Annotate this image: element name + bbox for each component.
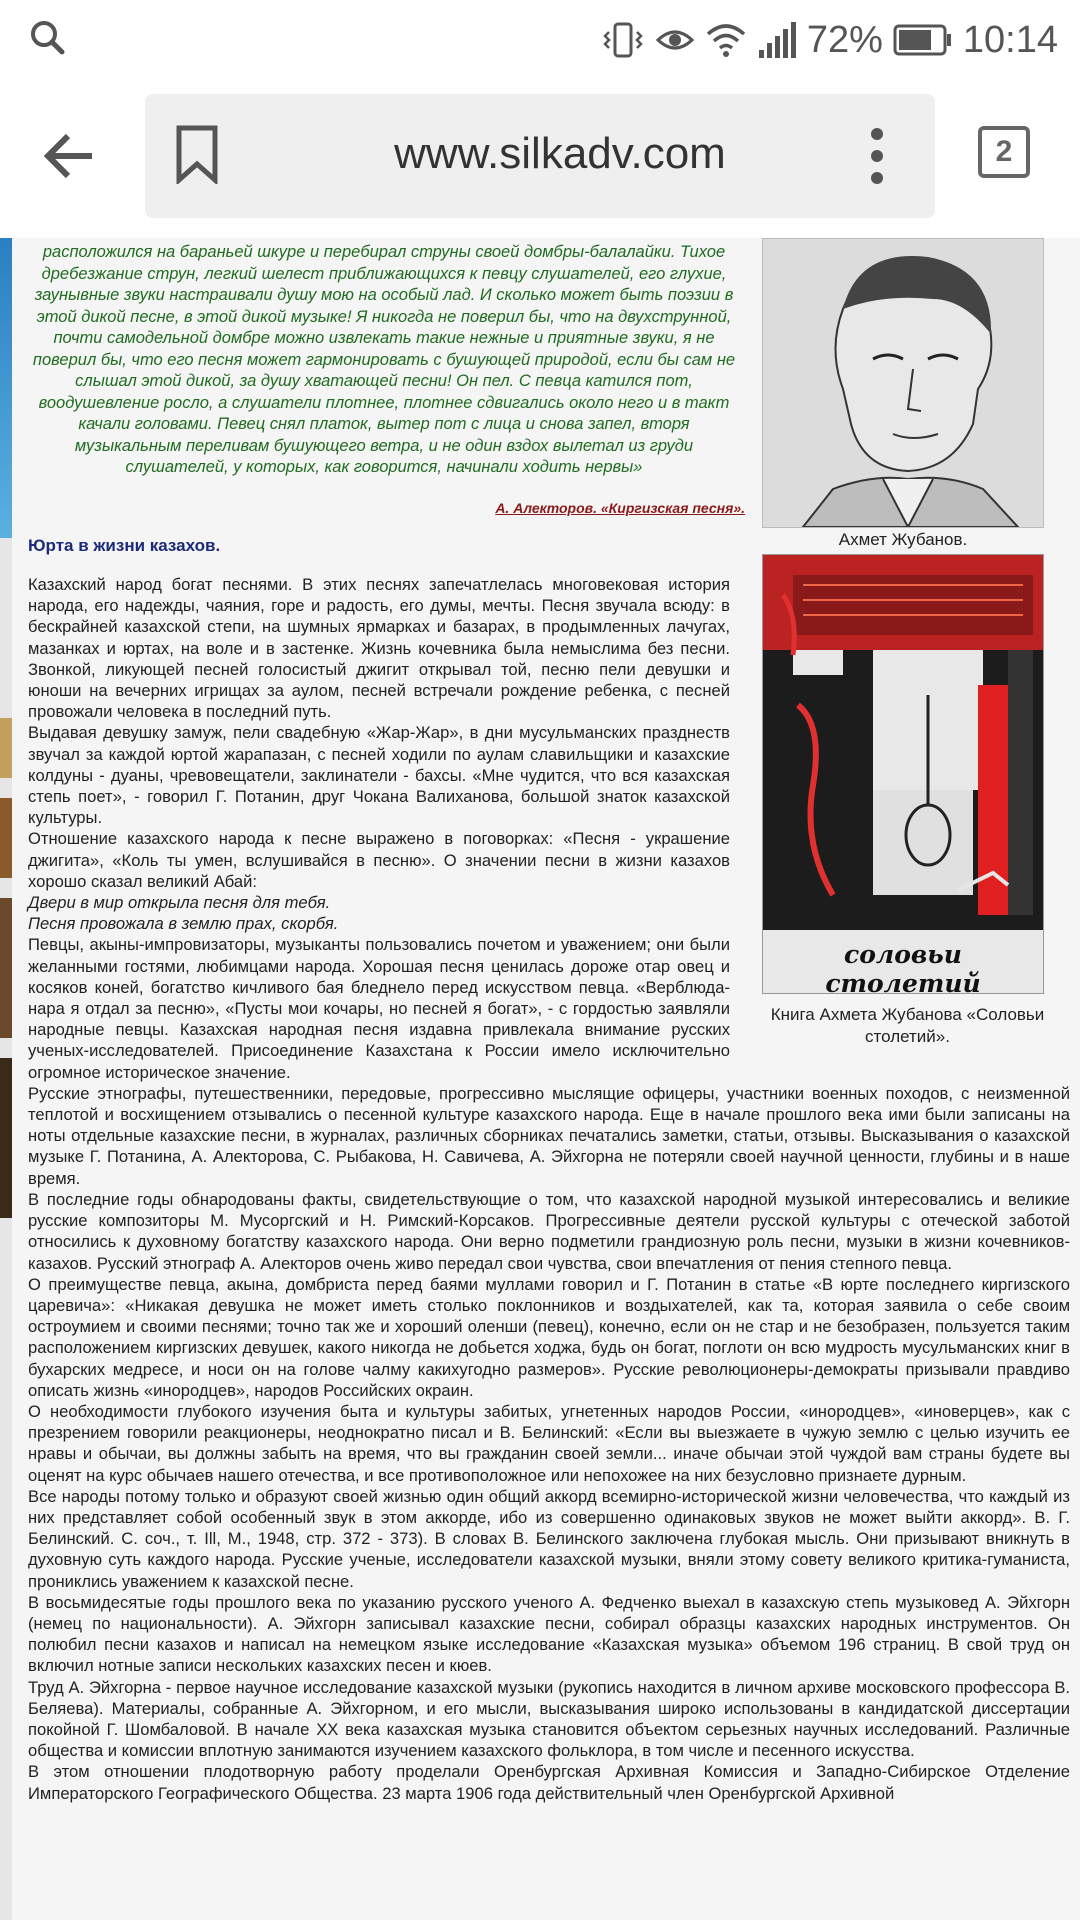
vibrate-icon xyxy=(601,20,645,60)
more-menu-icon[interactable] xyxy=(867,124,887,188)
paragraph: В этом отношении плодотворную работу проделали Оренбургская Архивная Комиссия и Западно-Сибирское Отделение Императорского Географического Общества. 23 марта 1906 года действительный член Оренбургской Архивной xyxy=(28,1762,1070,1803)
paragraph: В последние годы обнародованы факты, свидетельствующие о том, что казахской народной музыкой интересовались и великие русские композиторы М. Мусоргский и Н. Римский-Корсаков. Прогрессивные деятели русской культуры с отеческой заботой относились к духовному богатству казахского народа. Они верно подметили грандиозную роль песни, музыки в жизни кочевников-казахов. Русский этнограф А. Алекторов очень живо передал свои чувства, свои впечатления от пения степного певца. xyxy=(28,1189,1070,1273)
poem-line: Двери в мир открыла песня для тебя. xyxy=(28,893,331,913)
paragraph: Труд А. Эйхгорна - первое научное исследование казахской музыки (рукопись находится в личном архиве московского профессора В. Беляева). Материалы, собранные А. Эйхгорном, и его мысли, высказывания широко использованы в кандидатской диссертации покойной Г. Шомбаловой. В начале XX века казахская музыка становится объектом серьезных научных исследований. Различные общества и комиссии вплотную занимаются изучением казахского фольклора, в том числе и песенного искусства. xyxy=(28,1677,1070,1761)
section-title: Юрта в жизни казахов. xyxy=(28,536,221,555)
paragraph: О преимуществе певца, акына, домбриста перед баями муллами говорил и Г. Потанин в статье «В юрте последнего киргизского царевича»: «Никакая девушка не может иметь столько поклонников и воздыхателей, как та, которая заявила о себе своим остроумием и своими песнями; точно так же и хороший оленши (певец), конечно, если он не стар и не безобразен, пользуется таким расположением киргизских девушек, какого никогда не добьется ходжа, будь он богат, поглоти он всю мудрость мусульманских книг в бухарских медресе, и носи он на голове чалму какихугодно размеров». Русские революционеры-демократы призывали правдиво описать жизнь «инородцев», народов Российских окраин. xyxy=(28,1274,1070,1400)
status-bar xyxy=(0,0,1080,80)
address-bar[interactable] xyxy=(145,94,935,218)
paragraph: Казахский народ богат песнями. В этих песнях запечатлелась многовековая история народа, его надежды, чаяния, горе и радость, его думы, мечты. Песня звучала всюду: в бескрайней казахской степи, на шумных ярмарках и базарах, в продымленных лачугах, мазанках и юртах, на воле и в застенке. Жизнь кочевника была немыслима без песни. Звонкой, ликующей песней голосистый джигит открывал той, песню пели девушки и юноши на вечерних игрищах за аулом, песней встречали рождение ребенка, с песней провожали человека в последний путь. xyxy=(28,575,730,722)
battery-icon xyxy=(893,23,953,57)
paragraph: О необходимости глубокого изучения быта и культуры забитых, угнетенных народов России, «инородцев», «иноверцев», как с презрением говорили реакционеры, неоднократно писал и В. Белинский: «Если вы выезжаете в чужую землю с целью изучить ее нравы и обычаи, вы должны забыть на время, что вы гражданин своей земли... иначе обычаи этой чуждой вам страны будете вы оценят на курс обычаев нашего отечества, и все противоположное или непохожее на них безусловно признаете дурным. xyxy=(28,1401,1070,1485)
clock: 10:14 xyxy=(962,18,1058,61)
paragraph: Выдавая девушку замуж, пели свадебную «Жар-Жар», в дни мусульманских празднеств звучал за каждой юртой жарапазан, с песней ходили по аулам славильщики и казахские колдуны - дуаны, чревовещатели, заклинатели - бахсы. «Мне чудится, что вся казахская степь поет», - говорил Г. Потанин, друг Чокана Валиханова, большой знаток казахской культуры. xyxy=(28,723,730,828)
paragraph: Все народы потому только и образуют своей жизнью один общий аккорд всемирно-исторической жизни человечества, что каждый из них представляет собой особенный звук в этом аккорде, ибо из совершенно одинаковых звуков не может выйти аккорд». В. Г. Белинский. С. соч., т. Ill, М., 1948, стр. 372 - 373). В словах В. Белинского заключена глубокая мысль. Они призывают вникнуть в духовную суть каждого народа. Русские ученые, исследователи казахской музыки, вняли этому совету великого критика-гуманиста, прониклись уважением к казахской песне. xyxy=(28,1486,1070,1591)
back-button[interactable] xyxy=(40,126,100,186)
battery-percent: 72% xyxy=(806,18,883,61)
quote-text: расположился на бараньей шкуре и перебирал струны своей домбры-балалайки. Тихое дребезжание струн, легкий шелест приближающихся к певцу слушателей, его глухие, заунывные звуки настраивали душу мою на особый лад. И сколько может быть поэзии в этой дикой песне, в этой дикой музыке! Я никогда не поверил бы, что на двухструнной, почти самодельной домбре можно извлекать такие нежные и приятные звуки, я не поверил бы, что его песня может гармонировать с бушующей природой, если бы сам не слышал этой дикой, за душу хватающей песни! Он пел. С певца катился пот, воодушевление росло, а слушатели плотнее, плотнее сдвигались около него и в такт качали головами. Певец снял платок, вытер пот с лица и снова запел, вторя музыкальным переливам бушующего ветра, и не один вздох вылетал из груди слушателей, у которых, как говорится, начинали ходить нервы» xyxy=(32,243,736,476)
paragraph: Отношение казахского народа к песне выражено в поговорках: «Песня - украшение джигита», «Коль ты умен, вслушивайся в песню». О значении песни в жизни казахов хорошо сказал великий Абай: xyxy=(28,829,730,891)
tab-switcher-button[interactable]: 2 xyxy=(978,126,1030,178)
portrait-caption: Ахмет Жубанов. xyxy=(838,530,968,549)
left-decorative-strip xyxy=(0,238,12,1920)
search-icon[interactable] xyxy=(28,18,68,63)
poem-line: Песня провожала в землю прах, скорбя. xyxy=(28,914,339,934)
float-spacer xyxy=(744,574,1070,1044)
bookmark-icon[interactable] xyxy=(175,124,219,184)
status-icons xyxy=(601,12,1058,68)
paragraph: Русские этнографы, путешественники, передовые, прогрессивно мыслящие офицеры, участники военных походов, с неизменной теплотой и восхищением отзывались о песенной культуре казахского народа. Еще в начале прошлого века ими были записаны на ноты отдельные казахские песни, в журналах, различных сборниках печатались заметки, статьи, отзывы. Высказывания о казахской музыке Г. Потанина, А. Алекторова, С. Рыбакова, Н. Савичева, А. Эйхгорна не потеряли своей научной ценности, глубины и в наше время. xyxy=(28,1083,1070,1188)
eye-comfort-icon xyxy=(655,20,695,60)
book-caption: Книга Ахмета Жубанова «Соловьи столетий». xyxy=(770,1005,1045,1046)
browser-toolbar xyxy=(0,80,1080,238)
url-text[interactable]: www.silkadv.com xyxy=(394,129,726,178)
article-body xyxy=(28,574,1070,1804)
signal-icon xyxy=(757,20,797,60)
portrait-image xyxy=(762,238,1044,528)
quote-author-link[interactable]: А. Алекторов. «Киргизская песня». xyxy=(495,500,745,516)
wifi-icon xyxy=(705,20,747,60)
book-cover-title: соловьи столетий xyxy=(825,940,981,994)
arrow-left-icon xyxy=(40,126,100,186)
web-page xyxy=(0,238,1080,1920)
paragraph: Певцы, акыны-импровизаторы, музыканты пользовались почетом и уважением; они были желанными гостями, любимцами народа. Хорошая песня ценилась дороже отар овец и косяков коней, богатство кичливого бая бледнело перед искусством певца. «Верблюда-нара я отдал за песню», «Пусты мои кочары, но песней я богат», - с гордостью заявляли народные певцы. Казахская народная песня издавна привлекала внимание русских ученых-исследователей. Присоединение Казахстана к России имело исключительно огромное историческое значение. xyxy=(28,935,730,1082)
paragraph: В восьмидесятые годы прошлого века по указанию русского ученого А. Федченко выехал в казахскую степь музыковед А. Эйхгорн (немец по национальности). А. Эйхгорн записывал казахские песни, собирал образцы казахских народных инструментов. Он полюбил песни казахов и написал на немецком языке исследование «Казахская музыка» объемом 196 страниц. В свой труд он включил нотные записи нескольких казахских песен и кюев. xyxy=(28,1592,1070,1676)
